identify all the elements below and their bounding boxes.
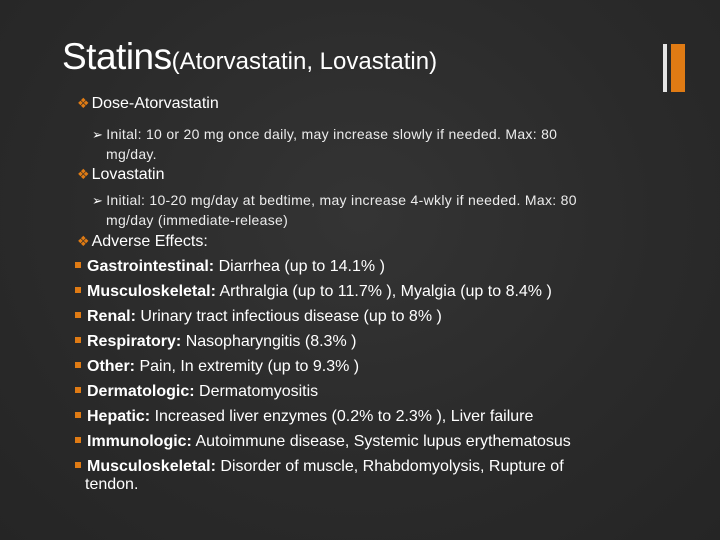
title-subtitle: (Atorvastatin, Lovastatin) — [171, 48, 438, 75]
title-main: Statins — [62, 36, 172, 77]
square-bullet-icon — [75, 437, 81, 443]
arrowhead-bullet-icon: ➢ — [92, 128, 104, 143]
section-heading-atorvastatin: ❖ Dose-Atorvastatin — [77, 95, 219, 112]
square-bullet-icon — [75, 462, 81, 468]
list-item: Immunologic: Autoimmune disease, Systemic lupus erythematosus — [75, 433, 571, 451]
square-bullet-icon — [75, 362, 81, 368]
list-item: Respiratory: Nasopharyngitis (8.3% ) — [75, 333, 356, 351]
diamond-bullet-icon: ❖ — [77, 96, 90, 112]
list-item: Musculoskeletal: Arthralgia (up to 11.7% ), Myalgia (up to 8.4% ) — [75, 283, 552, 301]
square-bullet-icon — [75, 262, 81, 268]
list-item: Musculoskeletal: Disorder of muscle, Rhabdomyolysis, Rupture of tendon. — [75, 458, 564, 494]
list-item: Gastrointestinal: Diarrhea (up to 14.1% ) — [75, 258, 385, 276]
list-item: Dermatologic: Dermatomyositis — [75, 383, 318, 401]
square-bullet-icon — [75, 387, 81, 393]
square-bullet-icon — [75, 287, 81, 293]
accent-bar-thick — [671, 44, 685, 92]
lovastatin-dose-detail: ➢ Initial: 10-20 mg/day at bedtime, may increase 4-wkly if needed. Max: 80 mg/day (immediate-release) — [92, 192, 577, 228]
square-bullet-icon — [75, 412, 81, 418]
list-item: Renal: Urinary tract infectious disease (up to 8% ) — [75, 308, 442, 326]
square-bullet-icon — [75, 337, 81, 343]
diamond-bullet-icon: ❖ — [77, 234, 90, 250]
accent-bar-thin — [663, 44, 667, 92]
section-heading-lovastatin: ❖ Lovastatin — [77, 166, 165, 183]
square-bullet-icon — [75, 312, 81, 318]
list-item: Hepatic: Increased liver enzymes (0.2% to 2.3% ), Liver failure — [75, 408, 533, 426]
arrowhead-bullet-icon: ➢ — [92, 194, 104, 209]
slide-title — [62, 36, 437, 78]
section-heading-adverse-effects: ❖ Adverse Effects: — [77, 233, 208, 250]
atorvastatin-dose-detail: ➢ Inital: 10 or 20 mg once daily, may increase slowly if needed. Max: 80 mg/day. — [92, 126, 558, 162]
list-item: Other: Pain, In extremity (up to 9.3% ) — [75, 358, 359, 376]
diamond-bullet-icon: ❖ — [77, 167, 90, 183]
